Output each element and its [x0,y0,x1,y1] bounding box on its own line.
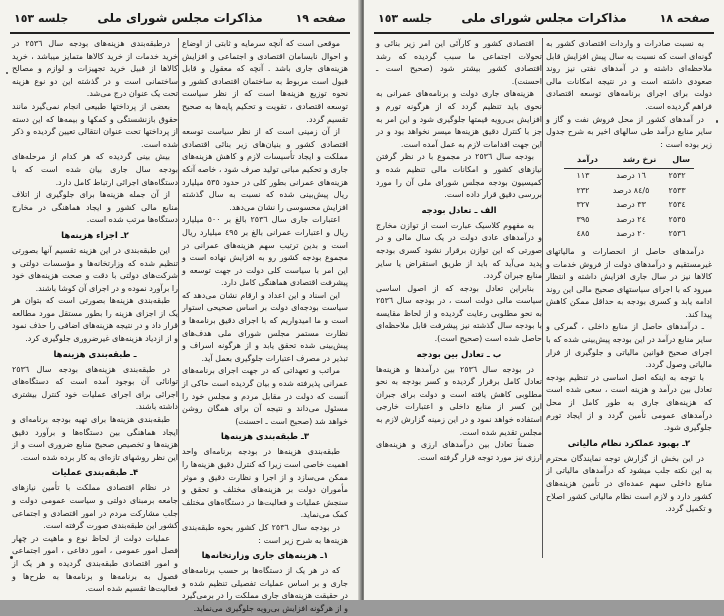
section-heading: ب ـ تعادل بین بودجه [416,349,502,360]
paragraph: ـ درآمدهای حاصل از منابع داخلی ، گمرکی و سایر منابع درآمد در این بودجه پیش‌بینی شده که با اجرای صحیح قوانین مالیاتی و جلوگیری از فرار مالیاتی وصول گردد. [546,322,712,370]
scan-speck [6,72,8,74]
column-divider [178,38,179,558]
running-title: مذاکرات مجلس شورای ملی [97,11,263,25]
table-row [564,168,694,183]
paragraph: در بودجه سال ٢٥٣٦ کل کشور بحوه طبقه‌بندی هزینه‌ها به شرح زیر است : [182,522,348,545]
text-column-left [12,38,178,594]
table-row [564,227,694,242]
paragraph: از آن زمینی است که از نظر سیاست توسعه اقتصادی کشور و بنیان‌های زیر بنائی اقتصادی مملکت و ایجاد تأسیسات لازم و کاهش هزینه‌های جاری و تحکیم مبانی تولید صرف شود ، خاصه آنکه هزینه‌های عمرانی بطور کلی در حدود ٥٣٥ میلیارد ریال پیش‌بینی شده که نسبت به سال گذشته افزایش محسوسی را نشان می‌دهد. [182,127,348,212]
column-divider [542,38,543,558]
paragraph: در بودجه سال ٢٥٣٦ بین درآمدها و هزینه‌ها تعادل کامل برقرار گردیده و کسر بودجه به نحو مطلوبی کاهش یافته است و دولت برای جبران این کسر از منابع داخلی و اعتبارات خارجی استفاده خواهد نمود و در این زمینه گزارش لازم به مجلس تقدیم شده است. [376,364,542,437]
table-cell: ٢٥٣٤ [668,200,686,210]
paragraph: ضمناً تعادل بین درآمدهای ارزی و هزینه‌های ارزی نیز مورد توجه قرار گرفته است. [376,440,542,462]
paragraph: در طبقه‌بندی هزینه‌های بودجه سال ٢٥٣٦ توانائی آن بوجود آمده است که دستگاه‌های اجرائی برای اجرای عملیات خود کنترل بیشتری داشته باشند. [12,364,178,412]
table-cell: ٣٩٥ [576,214,590,224]
paragraph: به مفهوم کلاسیک عبارت است از توازن مخارج و درآمدهای عادی دولت در یک سال مالی و در صورتی که این توازن برقرار نشود کسری بودجه پدید می‌آید که باید از طریق استقراض یا سایر منابع جبران گردد. [376,220,542,281]
paragraph: بعضی از پرداختها طبیعی انجام نمی‌گیرد مانند حقوق بازنشستگی و کمکها و بیمه‌ها که این دسته از پرداختها تحت عنوان انتقالی تعیین گردیده و ذکر شده است. [12,101,178,149]
table-cell: ١١٣ [576,170,590,180]
paragraph: بنابراین تعادل بودجه که از اصول اساسی سیاست مالی دولت است ، در بودجه سال ٢٥٣٦ به نحو مطلوبی رعایت گردیده و از لحاظ مقایسه با بودجه سال گذشته نیز پیشرفت قابل ملاحظه‌ای حاصل شده است (صحیح است). [376,283,542,344]
page-header [374,10,714,30]
paragraph: این اسناد و این اعداد و ارقام نشان می‌دهد که سیاست بودجه‌ای دولت بر اساس صحیحی استوار است و ما امیدواریم که با اجرای دقیق برنامه‌ها و نظارت مستمر مجلس شورای ملی هدف‌های پیش‌بینی شده تحقق یابد و از هرگونه اسراف و تبذیر در مصرف اعتبارات جلوگیری بعمل آید. [182,290,348,363]
page-header [10,10,350,30]
page-number: صفحه ١٩ [295,12,346,25]
table-cell: ٢٠ درصد [616,229,646,239]
section-heading: ۴ـ طبقه‌بندی عملیات [51,468,139,479]
table-cell: ٤٨٥ [576,229,590,239]
table-cell: ١٦ درصد [616,170,646,180]
paragraph: موقعی است که آنچه سرمایه و ثابتی از اوضاع و احوال نابسامان اقتصادی و اجتماعی و افزایش هزینه‌های جاری باشد . آنچه که معقول و قابل قبول است مربوط به ساختمان اقتصادی کشور و نحوه توزیع هزینه‌ها است که از نظر سیاست توسعه اقتصادی ، تقویت و تحکیم پایه‌ها به صحیح تقسیم گردد. [182,39,348,124]
body-text [376,38,542,464]
table-cell: ٢٥٣٥ [668,214,686,224]
paragraph: هزینه‌های جاری دولت و برنامه‌های عمرانی به نحوی باید تنظیم گردد که از هرگونه تورم و افزایش بی‌رویه قیمتها جلوگیری شود و این امر به جز با کنترل دقیق هزینه‌ها میسر نخواهد بود و در این جهت اقدامات لازم به عمل آمده است. [376,89,542,149]
table-cell: ٣٣ درصد [616,200,646,210]
table-cell: ٢٥٣٣ [668,185,686,195]
table-header-cell: سال [660,153,694,168]
section-heading: الف ـ تعادل بودجه [421,205,497,216]
paragraph: از آن جمله هزینه‌ها برای جلوگیری از اتلاف منابع مالی کشور و ایجاد هماهنگی در مخارج دستگاه‌ها مرتب شده است. [12,190,178,225]
table-cell: ٢٣٢ [576,185,590,195]
table-cell: ٣٢٧ [576,200,590,210]
paragraph: این طبقه‌بندی در این هزینه تقسیم آنها بصورتی تنظیم شده که وزارتخانه‌ها و مؤسسات دولتی و شرکت‌های دولتی با دقت و صحت هزینه‌های خود را برآورد نموده و در اجرای آن کوشا باشند. [12,245,178,293]
paragraph: اقتصادی کشور و کارآئی این امر زیر بنائی و تحولات اجتماعی ما سبب گردیده که رشد اقتصادی کشور بیشتر شود (صحیح است ـ احسنت). [376,39,542,86]
table-cell: ٢٥٣٦ [668,229,686,239]
session-number: جلسه ١٥٣ [14,12,69,25]
section-heading: ـ طبقه‌بندی هزینه‌ها [53,349,137,360]
table-row [564,213,694,228]
table-header-cell: نرخ رشد [602,153,660,168]
session-number: جلسه ١٥٣ [378,12,433,25]
table-cell: ٨٤/٥ درصد [612,185,650,195]
table-row [564,184,694,199]
table-header-row [564,153,694,168]
paragraph: طبقه‌بندی هزینه‌ها بصورتی است که بتوان هر یک از اجزای هزینه را بطور مستقل مورد مطالعه قرار داد و در نتیجه هزینه‌های اضافی را حذف نمود و از ازدیاد هزینه‌های غیرضروری جلوگیری کرد. [12,296,178,344]
body-text [182,38,348,616]
paragraph: اعتبارات جاری سال ٢٥٣٦ بالغ بر ٥٠٠ میلیارد ریال و اعتبارات عمرانی بالغ بر ٤٩٥ میلیارد ریال است و بدین ترتیب سهم هزینه‌های عمرانی در مجموع بودجه کشور رو به افزایش نهاده است و این امر با سیاست کلی دولت در جهت توسعه و پیشرفت اقتصادی هماهنگی کامل دارد. [182,215,348,288]
paragraph: درطبقه‌بندی هزینه‌های بودجه سال ٢٥٣٦ در خرید خدمات از خرید کالاها متمایز میباشد ، خرید کالاها از قبیل خرید تجهیزات و لوازم و مصالح ساختمانی است و در گذشته این دو نوع هزینه تحت یک عنوان درج می‌شد. [12,39,178,99]
section-heading: ۲ـ بهبود عملکرد نظام مالیاتی [567,438,691,449]
paragraph: مراتب و تعهداتی که در جهت اجرای برنامه‌های عمرانی پذیرفته شده و بیان گردیده است حاکی از آنست که دولت در مقابل مردم و مجلس خود را مسئول می‌داند و نتیجه آن برای همگان روشن خواهد شد (صحیح است ـ احسنت) [182,366,348,426]
paragraph: طبقه‌بندی هزینه‌ها برای تهیه بودجه برنامه‌ای و ایجاد هماهنگی بین دستگاه‌ها و برآورد دقیق هزینه‌ها و تخصیص صحیح منابع ضروری است و از این نظر روشهای تازه‌ای به کار برده شده است. [12,415,178,462]
paragraph: که در هر یک از دستگاه‌ها بر حسب برنامه‌های جاری و بر اساس عملیات تفصیلی تنظیم شده و در حقیقت هزینه‌های جاری مملکت را در برمی‌گیرد و از هرگونه افزایش بی‌رویه جلوگیری می‌نماید. [182,566,348,613]
paragraph: بیش بینی گردیده که هر کدام از مرحله‌های بودجه سال جاری بیان شده است که با دستگاه‌های اجرائی ارتباط کامل دارد. [12,152,178,187]
revenue-table [564,153,694,242]
table-cell: ٢٤ درصد [616,214,646,224]
paragraph: عملیات دولت از لحاظ نوع و ماهیت در چهار فصل امور عمومی ، امور دفاعی ، امور اجتماعی و امور اقتصادی طبقه‌بندی گردیده و هر یک از فصول به برنامه‌ها و برنامه‌ها به طرح‌ها و فعالیت‌ها تقسیم شده است. [12,533,178,594]
table-cell: ٢٥٣٢ [668,170,686,180]
header-rule [374,32,714,34]
section-heading: ۳ـ طبقه‌بندی هزینه‌ها [220,432,310,443]
paragraph: بودجه سال ٢٥٣٦ در مجموع با در نظر گرفتن نیازهای کشور و امکانات مالی تنظیم شده و کمیسیون بودجه مجلس شورای ملی آن را مورد بررسی دقیق قرار داده است. [376,152,542,200]
paragraph: با توجه به اینکه اصل اساسی در تنظیم بودجه تعادل بین درآمد و هزینه است ، سعی شده است که هزینه‌های جاری به طور کامل از محل درآمدهای عمومی تأمین گردد و از ایجاد تورم جلوگیری شود. [546,372,712,433]
paragraph: به نسبت صادرات و واردات اقتصادی کشور به گونه‌ای است که نسبت به سال پیش افزایش قابل ملاحظه‌ای داشته و در آمدهای نفتی نیز روند صعودی داشته است و در نتیجه امکانات مالی دولت برای اجرای برنامه‌های توسعه اقتصادی فراهم گردیده است. [546,39,712,111]
text-column-left [376,38,542,588]
section-heading: ۲ـ اجزاء هزینه‌ها [61,230,129,241]
text-column-right [546,38,712,588]
page-number: صفحه ١٨ [659,12,710,25]
scan-speck [716,120,718,123]
right-page [364,0,724,600]
paragraph: در آمدهای کشور از محل فروش نفت و گاز و سایر منابع درآمد طی سالهای اخیر به شرح جدول زیر بوده است : [546,114,712,149]
paragraph: درآمدهای حاصل از انحصارات و مالیاتهای غیرمستقیم و درآمدهای دولت از فروش خدمات و کالاها نیز در سال جاری افزایش داشته و انتظار میرود که با اجرای سیاستهای صحیح مالی این روند ادامه یابد و کسری بودجه به حداقل ممکن کاهش پیدا کند. [546,246,712,319]
scan-speck [10,556,13,559]
body-text [546,38,712,516]
paragraph: در نظام اقتصادی مملکت با تأمین نیازهای جامعه برمبنای دولتی و سیاست عمومی دولت و جلب مشارکت مردم در امور اقتصادی و اجتماعی کشور این طبقه‌بندی صورت گرفته است. [12,483,178,531]
text-column-right [182,38,348,613]
body-text [12,38,178,596]
paragraph: طبقه‌بندی هزینه‌ها در بودجه برنامه‌ای واحد اهمیت خاصی است زیرا که کنترل دقیق هزینه‌ها را ممکن می‌سازد و از اجرا و نظارت دقیق و موثر مأموران دولت بر هزینه‌های مختلف و تحقق و سنجش عملیات و فعالیت‌ها در دستگاه‌های مختلف کمک می‌نماید. [182,447,348,520]
table-row [564,198,694,213]
section-heading: ۱ـ هزینه‌های جاری وزارتخانه‌ها [201,551,329,562]
paragraph: در این بخش از گزارش توجه نمایندگان محترم به این نکته جلب میشود که درآمدهای مالیاتی از منابع داخلی سهم عمده‌ای در تأمین هزینه‌های کشور دارد و لازم است نظام مالیاتی کشور اصلاح و تکمیل گردد. [546,453,712,514]
table-header-cell: درآمد [564,153,602,168]
header-rule [10,32,350,34]
running-title: مذاکرات مجلس شورای ملی [461,11,627,25]
left-page [0,0,360,613]
